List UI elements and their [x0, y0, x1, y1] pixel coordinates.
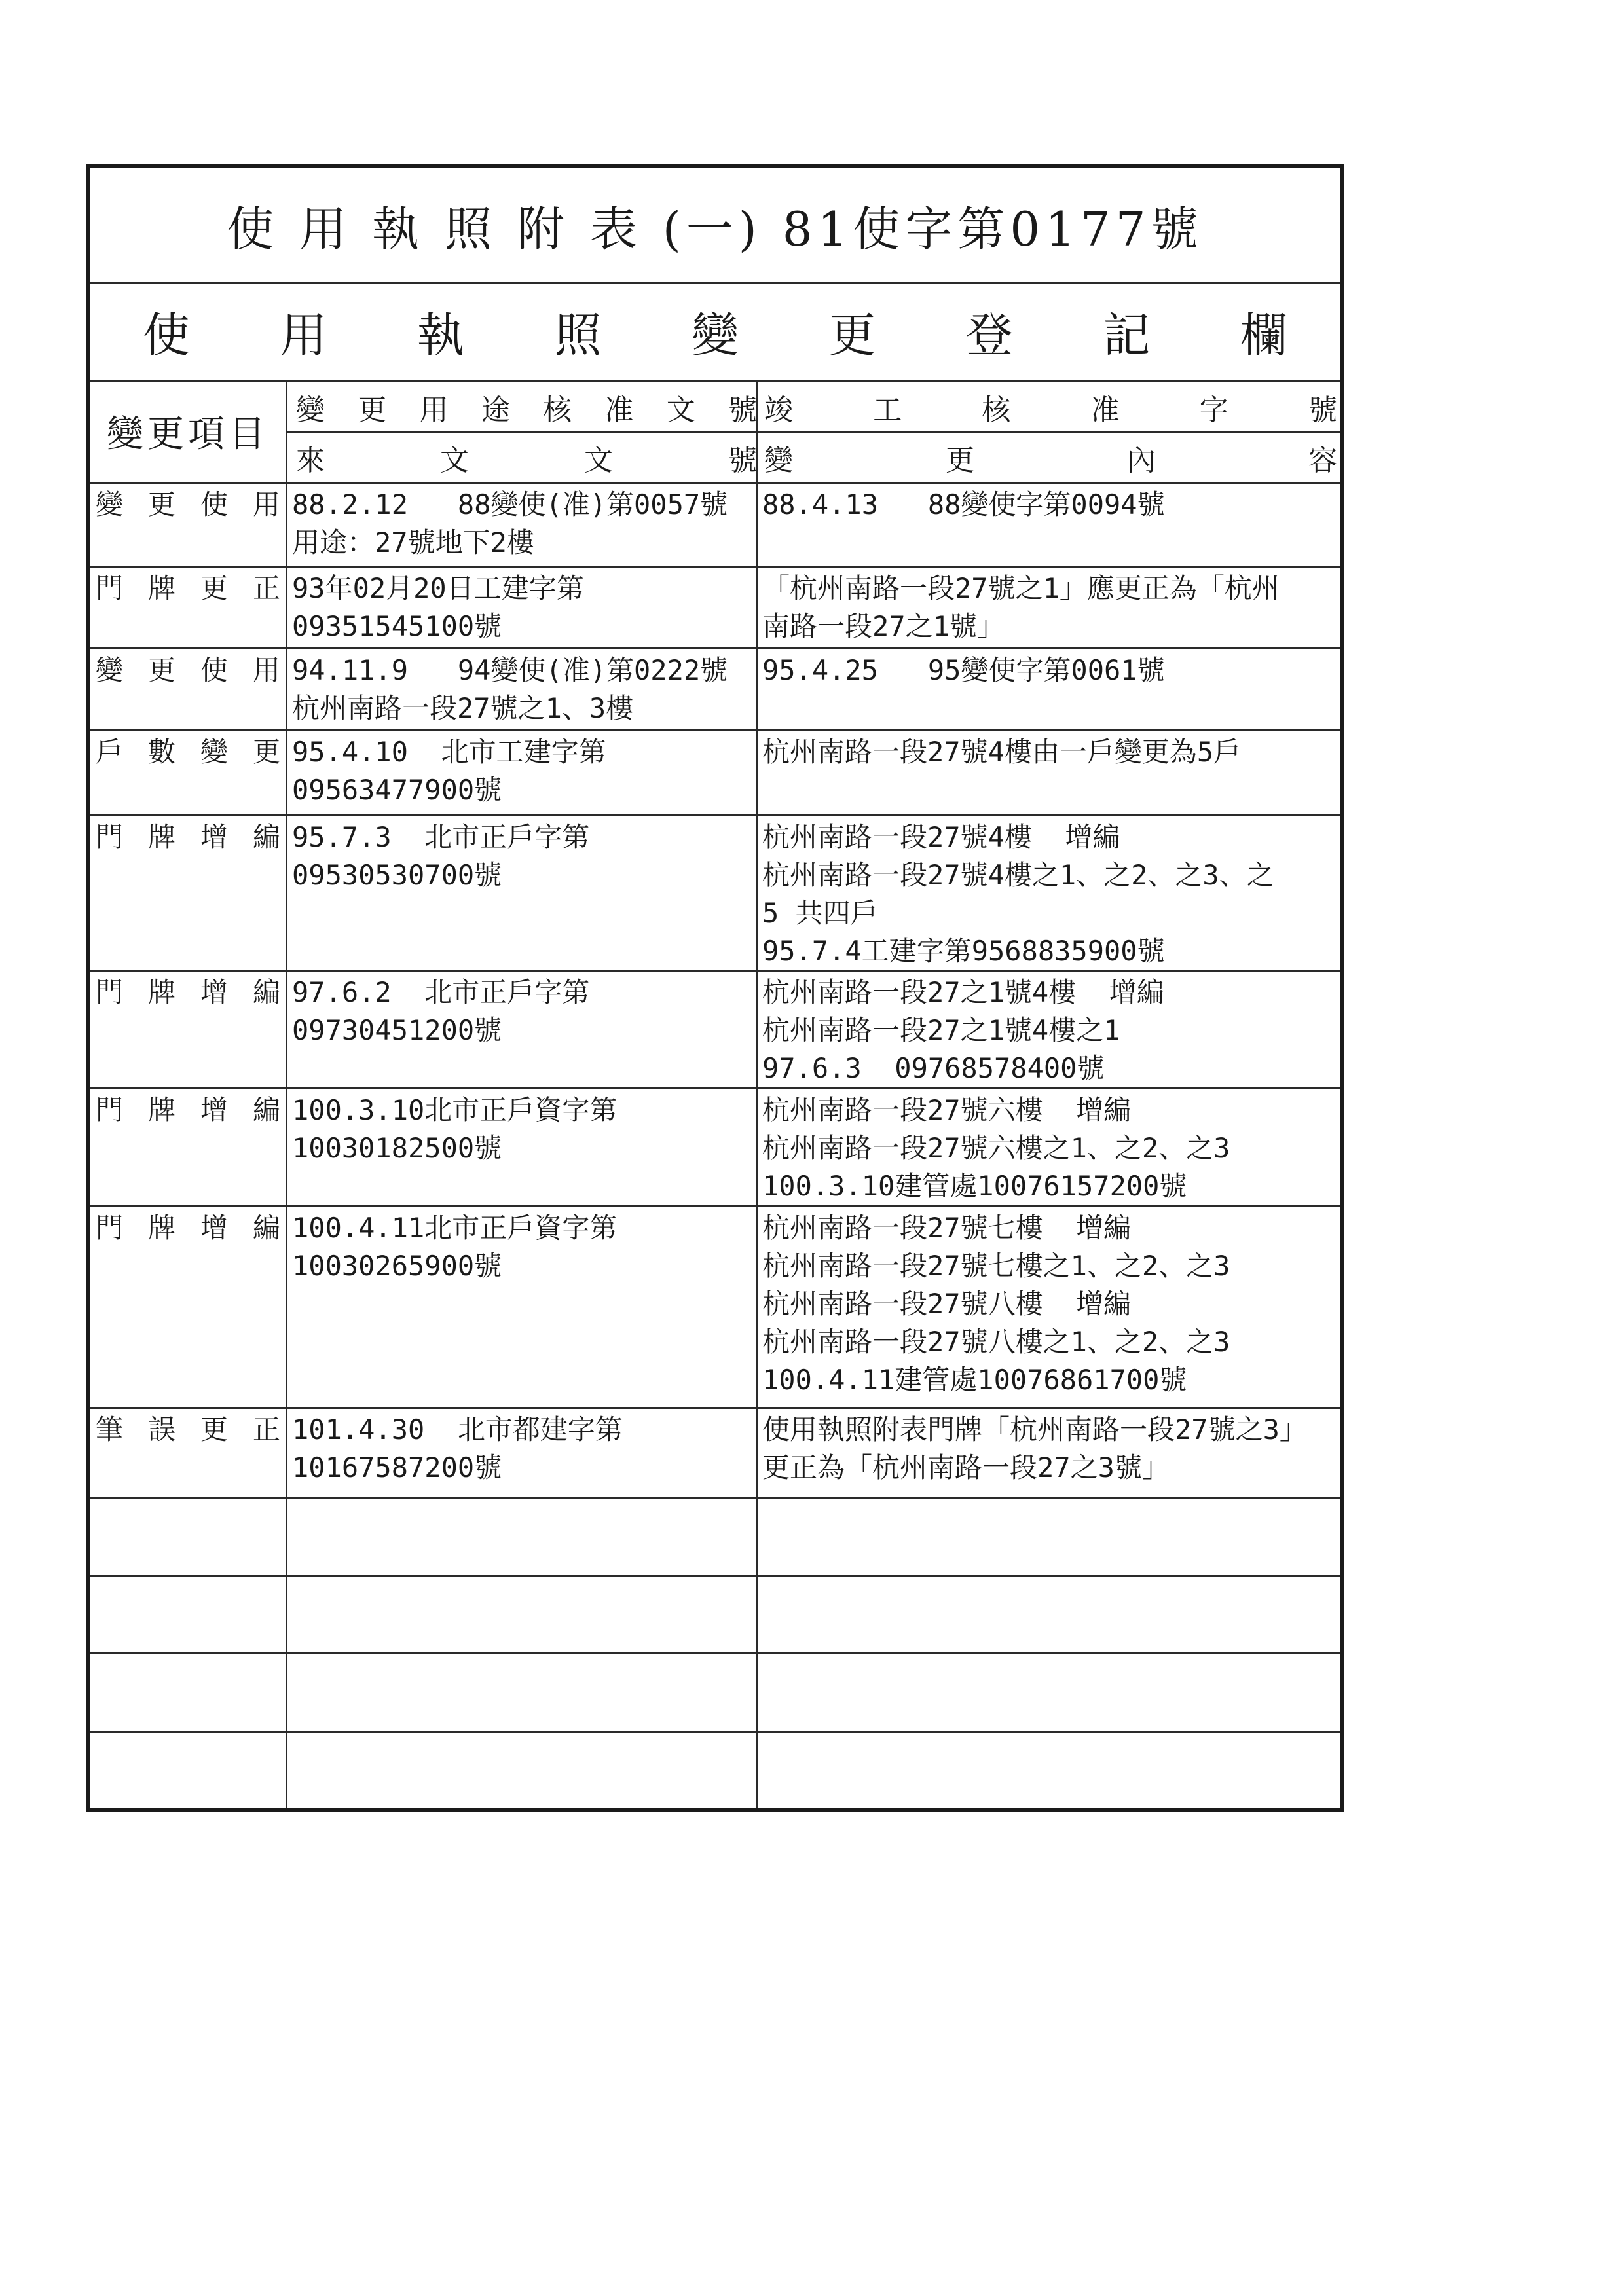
- section-subtitle: [143, 282, 1287, 380]
- item-char: 牌: [147, 821, 175, 853]
- header-char: 字: [1199, 393, 1228, 427]
- item-char: 牌: [147, 572, 175, 604]
- header-char: 文: [584, 443, 613, 477]
- item-char: 牌: [147, 1094, 175, 1126]
- row-item: [90, 1407, 286, 1449]
- header-char: 核: [982, 393, 1011, 427]
- item-char: 變: [96, 488, 124, 520]
- header-char: 用: [419, 393, 449, 427]
- header-char: 號: [728, 393, 757, 427]
- header-approval: [293, 382, 760, 431]
- row-approval: 95.7.3 北市正戶字第 09530530700號: [292, 821, 590, 891]
- item-char: 筆: [96, 1413, 124, 1446]
- row-approval: 100.3.10北市正戶資字第 10030182500號: [292, 1094, 618, 1164]
- item-char: 使: [200, 488, 228, 520]
- item-char: 戶: [96, 736, 124, 768]
- row-approval: 100.4.11北市正戶資字第 10030265900號: [292, 1212, 618, 1282]
- row-approval: 93年02月20日工建字第 09351545100號: [292, 572, 584, 642]
- item-char: 更: [147, 654, 175, 686]
- subtitle-char: 更: [828, 308, 876, 363]
- item-char: 更: [200, 1413, 228, 1446]
- header-item-label: 變更項目: [107, 412, 269, 456]
- item-char: 更: [147, 488, 175, 520]
- item-char: 增: [200, 821, 228, 853]
- header-char: 竣: [764, 393, 793, 427]
- header-char: 更: [946, 443, 974, 477]
- item-char: 數: [147, 736, 175, 768]
- subtitle-char: 照: [554, 308, 602, 363]
- subtitle-char: 欄: [1240, 308, 1287, 363]
- row-approval: 101.4.30 北市都建字第 10167587200號: [292, 1413, 623, 1484]
- row-content: 杭州南路一段27號六樓 增編 杭州南路一段27號六樓之1、之2、之3 100.3.10建管處10076157200號: [762, 1094, 1230, 1202]
- row-item: [90, 647, 286, 689]
- row-content: 杭州南路一段27號七樓 增編 杭州南路一段27號七樓之1、之2、之3 杭州南路一段27號八樓 增編 杭州南路一段27號八樓之1、之2、之3 100.4.11建管處10076861700號: [762, 1212, 1230, 1396]
- item-char: 門: [96, 821, 124, 853]
- row-item: [90, 814, 286, 856]
- item-char: 門: [96, 976, 124, 1008]
- header-char: 准: [604, 393, 634, 427]
- item-char: 牌: [147, 976, 175, 1008]
- item-char: 門: [96, 572, 124, 604]
- item-char: 增: [200, 976, 228, 1008]
- item-char: 編: [252, 821, 280, 853]
- row-content: 使用執照附表門牌「杭州南路一段27號之3」 更正為「杭州南路一段27之3號」: [762, 1413, 1307, 1484]
- row-approval: 97.6.2 北市正戶字第 09730451200號: [292, 976, 590, 1046]
- row-approval: 94.11.9 94變使(准)第0222號 杭州南路一段27號之1、3樓: [292, 654, 728, 724]
- subtitle-char: 登: [965, 308, 1013, 363]
- item-char: 用: [252, 654, 280, 686]
- row-content: 杭州南路一段27號4樓 增編 杭州南路一段27號4樓之1、之2、之3、之 5 共四戶 95.7.4工建字第9568835900號: [762, 821, 1274, 967]
- header-char: 途: [481, 393, 510, 427]
- header-char: 文: [440, 443, 469, 477]
- header-char: 內: [1127, 443, 1156, 477]
- item-char: 正: [252, 572, 280, 604]
- item-char: 更: [200, 572, 228, 604]
- row-item: [90, 729, 286, 771]
- divider: [286, 431, 1340, 433]
- header-char: 工: [873, 393, 902, 427]
- item-char: 變: [200, 736, 228, 768]
- item-char: 更: [252, 736, 280, 768]
- header-char: 變: [764, 443, 793, 477]
- row-item: [90, 1205, 286, 1247]
- item-char: 誤: [147, 1413, 175, 1446]
- header-char: 號: [728, 443, 757, 477]
- item-char: 用: [252, 488, 280, 520]
- item-char: 編: [252, 1094, 280, 1126]
- item-char: 增: [200, 1094, 228, 1126]
- item-char: 編: [252, 1212, 280, 1244]
- row-content: 杭州南路一段27之1號4樓 增編 杭州南路一段27之1號4樓之1 97.6.3 09768578400號: [762, 976, 1164, 1084]
- row-approval: 95.4.10 北市工建字第 09563477900號: [292, 736, 606, 806]
- item-char: 正: [252, 1413, 280, 1446]
- header-char: 號: [1308, 393, 1337, 427]
- item-char: 使: [200, 654, 228, 686]
- row-content: 「杭州南路一段27號之1」應更正為「杭州 南路一段27之1號」: [762, 572, 1280, 642]
- row-content: 88.4.13 88變使字第0094號: [762, 488, 1165, 520]
- item-char: 變: [96, 654, 124, 686]
- header-char: 文: [666, 393, 695, 427]
- row-item: [90, 970, 286, 1011]
- item-char: 門: [96, 1212, 124, 1244]
- item-char: 牌: [147, 1212, 175, 1244]
- row-content: 95.4.25 95變使字第0061號: [762, 654, 1165, 686]
- header-change-content: [762, 433, 1340, 482]
- divider: [90, 1575, 1340, 1577]
- header-incoming: [293, 433, 760, 482]
- header-char: 准: [1090, 393, 1120, 427]
- subtitle-char: 變: [691, 308, 739, 363]
- row-item: [90, 566, 286, 608]
- header-char: 變: [296, 393, 325, 427]
- item-char: 增: [200, 1212, 228, 1244]
- document-title: 使 用 執 照 附 表 (一) 81使字第0177號: [227, 201, 1204, 257]
- item-char: 門: [96, 1094, 124, 1126]
- divider: [90, 1731, 1340, 1733]
- license-table: [86, 164, 1344, 1812]
- header-char: 核: [543, 393, 572, 427]
- divider: [90, 1497, 1340, 1499]
- row-content: 杭州南路一段27號4樓由一戶變更為5戶: [762, 736, 1242, 768]
- row-item: [90, 482, 286, 524]
- subtitle-char: 使: [143, 308, 191, 363]
- header-char: 容: [1308, 443, 1337, 477]
- item-char: 編: [252, 976, 280, 1008]
- subtitle-char: 用: [280, 308, 327, 363]
- row-item: [90, 1087, 286, 1129]
- subtitle-char: 執: [416, 308, 464, 363]
- divider: [90, 1652, 1340, 1654]
- row-approval: 88.2.12 88變使(准)第0057號 用途：27號地下2樓: [292, 488, 728, 558]
- header-char: 更: [358, 393, 387, 427]
- subtitle-char: 記: [1103, 308, 1151, 363]
- header-char: 來: [296, 443, 325, 477]
- header-completion: [762, 382, 1340, 431]
